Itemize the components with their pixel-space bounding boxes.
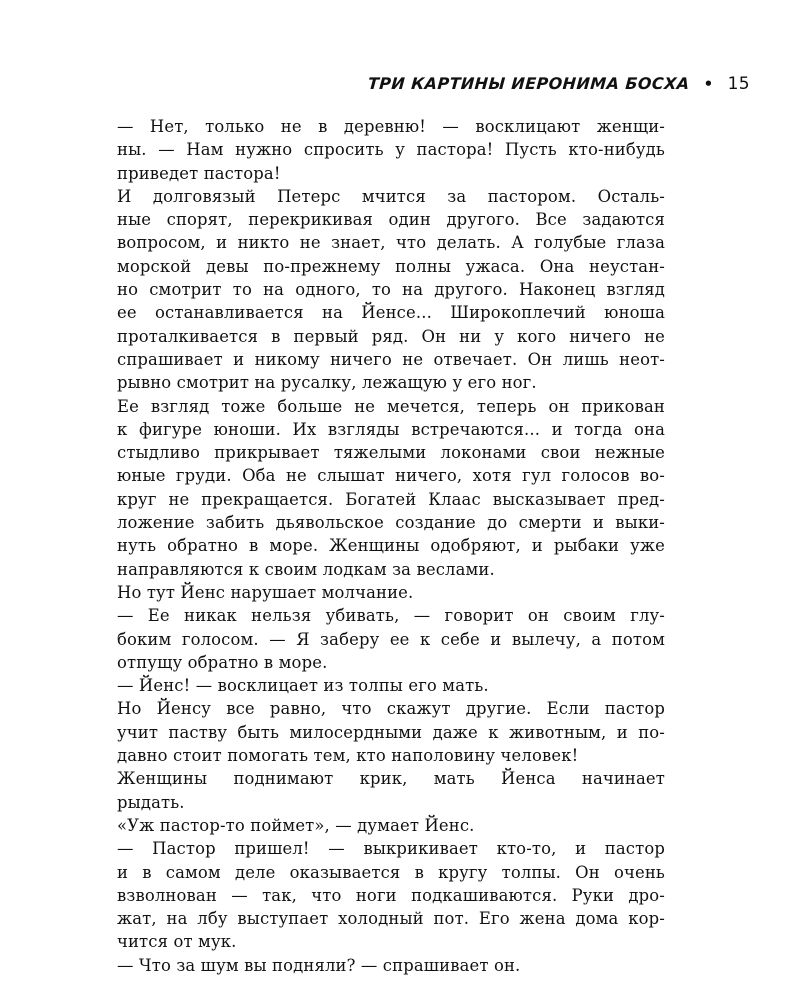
text-line: нуть обратно в море. Женщины одобряют, и рыбаки уже (117, 536, 665, 556)
text-line: рывно смотрит на русалку, лежащую у его ног. (117, 373, 537, 393)
paragraph (117, 697, 665, 767)
text-line: Женщины поднимают крик, мать Йенса начинает (117, 769, 665, 789)
paragraph (117, 837, 665, 953)
text-line: — Нет, только не в деревню! — восклицают женщи- (117, 117, 665, 136)
bullet-separator: • (703, 75, 714, 93)
text-line: чится от мук. (117, 932, 237, 952)
text-line: Ее взгляд тоже больше не мечется, теперь он прикован (117, 396, 665, 416)
text-line: рыдать. (117, 792, 185, 812)
text-line: морской девы по-прежнему полны ужаса. Она неустан- (117, 256, 665, 276)
paragraph (117, 604, 665, 674)
text-line: ные спорят, перекрикивая один другого. Все задаются (117, 210, 665, 230)
text-line: проталкивается в первый ряд. Он ни у кого ничего не (117, 326, 665, 346)
text-line: — Ее никак нельзя убивать, — говорит он своим глу- (117, 606, 665, 626)
paragraph (117, 767, 665, 814)
paragraph (117, 954, 665, 977)
text-line: отпущу обратно в море. (117, 652, 328, 672)
paragraph (117, 814, 665, 837)
text-line: но смотрит то на одного, то на другого. Наконец взгляд (117, 280, 665, 300)
text-line: — Йенс! — восклицает из толпы его мать. (117, 676, 489, 696)
text-line: к фигуре юноши. Их взгляды встречаются... и тогда она (117, 419, 665, 439)
text-line: И долговязый Петерс мчится за пастором. Осталь- (117, 186, 665, 206)
body-text (117, 115, 665, 977)
text-line: — Что за шум вы подняли? — спрашивает он. (117, 955, 521, 975)
running-head-title: ТРИ КАРТИНЫ ИЕРОНИМА БОСХА (367, 74, 691, 93)
text-line: приведет пастора! (117, 163, 281, 183)
text-line: Но Йенсу все равно, что скажут другие. Если пастор (117, 699, 665, 719)
text-line: ее останавливается на Йенсе... Широкоплечий юноша (117, 303, 665, 323)
text-line: ложение забить дьявольское создание до смерти и выки- (117, 513, 665, 533)
paragraph (117, 115, 665, 185)
text-line: боким голосом. — Я заберу ее к себе и вылечу, а потом (117, 629, 665, 649)
paragraph (117, 581, 665, 604)
text-line: ны. — Нам нужно спросить у пастора! Пусть кто-нибудь (117, 140, 665, 160)
text-line: юные груди. Оба не слышат ничего, хотя гул голосов во- (117, 466, 665, 486)
text-line: спрашивает и никому ничего не отвечает. Он лишь неот- (117, 349, 665, 369)
text-line: Но тут Йенс нарушает молчание. (117, 582, 414, 602)
page-number: 15 (727, 74, 751, 94)
text-line: направляются к своим лодкам за веслами. (117, 559, 495, 579)
text-line: учит паству быть милосердными даже к животным, и по- (117, 722, 665, 742)
text-line: жат, на лбу выступает холодный пот. Его жена дома кор- (117, 909, 665, 929)
running-head (367, 74, 751, 98)
text-line: «Уж пастор-то поймет», — думает Йенс. (117, 815, 475, 835)
text-line: давно стоит помогать тем, кто наполовину человек! (117, 746, 579, 766)
paragraph (117, 674, 665, 697)
text-line: взволнован — так, что ноги подкашиваются. Руки дро- (117, 885, 665, 905)
text-line: стыдливо прикрывает тяжелыми локонами свои нежные (117, 443, 665, 463)
text-line: и в самом деле оказывается в кругу толпы. Он очень (117, 862, 665, 882)
text-line: круг не прекращается. Богатей Клаас высказывает пред- (117, 489, 665, 509)
text-line: вопросом, и никто не знает, что делать. А голубые глаза (117, 233, 665, 253)
paragraph (117, 395, 665, 581)
text-line: — Пастор пришел! — выкрикивает кто-то, и пастор (117, 839, 665, 859)
paragraph (117, 185, 665, 395)
